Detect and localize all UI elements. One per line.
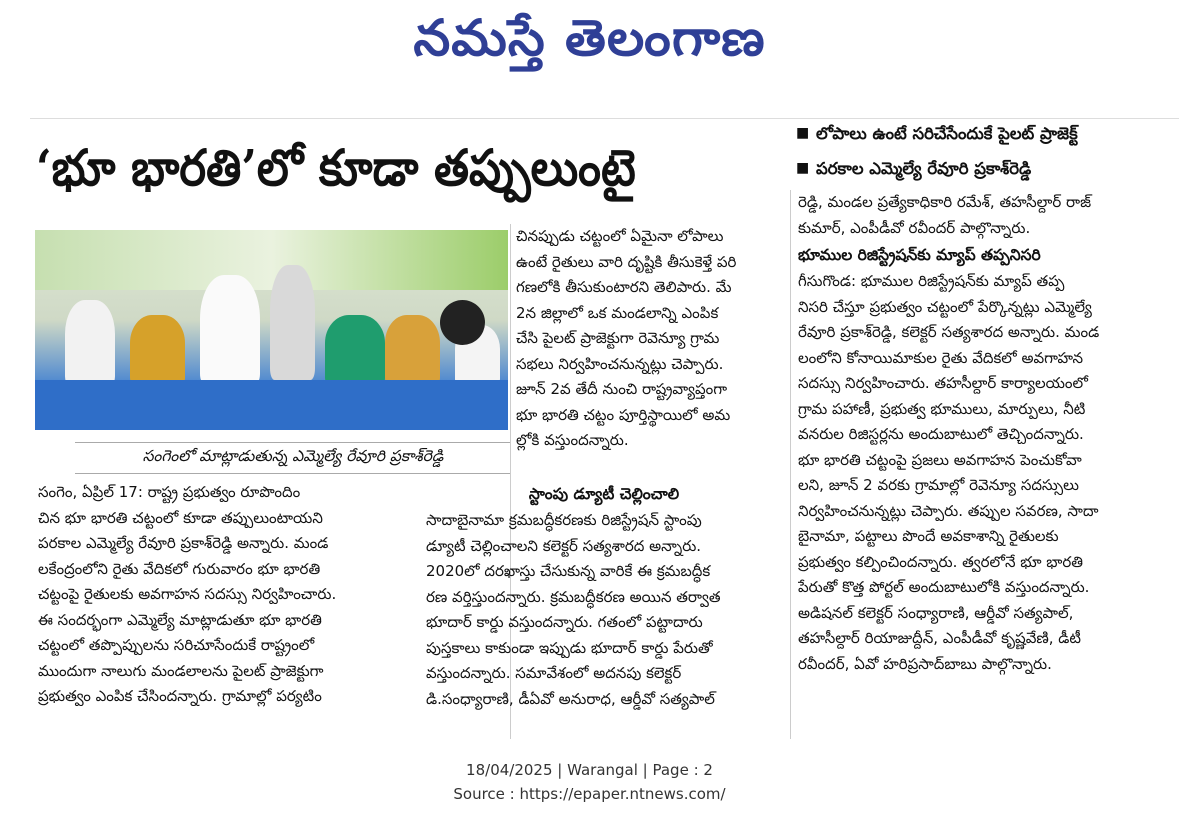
text-line: వస్తుందన్నారు. సమావేశంలో అదనపు కలెక్టర్ [426, 664, 682, 682]
text-line: 2020లో దరఖాస్తు చేసుకున్న వారికే ఈ క్రమబద్ధీక [426, 562, 711, 580]
text-line: ల్లోకి వస్తుందన్నారు. [516, 431, 629, 449]
text-line: జూన్ 2వ తేదీ నుంచి రాష్ట్రవ్యాప్తంగా [516, 380, 728, 398]
text-line: డి.సంధ్యారాణి, డీఏవో అనురాధ, ఆర్డీవో సత్యపాల్ [426, 689, 715, 708]
masthead: నమస్తే తెలంగాణ [413, 8, 766, 67]
text-line: లని, జూన్ 2 వరకు గ్రామాల్లో రెవెన్యూ సదస్సులు [798, 476, 1079, 494]
text-line: గణలోకి తీసుకుంటారని తెలిపారు. మే [516, 278, 732, 296]
text-line: కుమార్, ఎంపీడీవో రవీందర్ పాల్గొన్నారు. [798, 218, 1031, 237]
text-line: డ్యూటీ చెల్లించాలని కలెక్టర్ సత్యశారద అన్నారు. [426, 536, 702, 555]
news-photo [35, 230, 508, 430]
text-line: 2న జిల్లాలో ఒక మండలాన్ని ఎంపిక [516, 303, 719, 322]
text-line: చిన భూ భారతి చట్టంలో కూడా తప్పులుంటాయని [38, 508, 323, 527]
bullet-list [794, 116, 1174, 186]
text-line: తహసీల్దార్ రియాజుద్దీన్, ఎంపీడీవో కృష్ణవేణి, డీటీ [798, 629, 1081, 647]
text-line: సాదాబైనామా క్రమబద్ధీకరణకు రిజిస్ట్రేషన్ స్టాంపు [426, 511, 702, 529]
text-line: ఈ సందర్భంగా ఎమ్మెల్యే మాట్లాడుతూ భూ భారతి [38, 610, 322, 629]
text-line: పరకాల ఎమ్మెల్యే రేవూరి ప్రకాశ్‌రెడ్డి అన్నారు. మండ [38, 534, 329, 552]
text-line: లకేంద్రంలోని రైతు వేదికలో గురువారం భూ భారతి [38, 559, 321, 578]
text-line: లంలోని కోనాయిమాకుల రైతు వేదికలో అవగాహన [798, 348, 1084, 367]
text-line: గ్రామ పహాణీ, ప్రభుత్వ భూములు, మార్పులు, నీటి [798, 399, 1086, 418]
text-line: ప్రభుత్వం కల్పించిందన్నారు. త్వరలోనే భూ భారతి [798, 552, 1083, 571]
photo-caption: సంగెంలో మాట్లాడుతున్న ఎమ్మెల్యే రేవూరి ప్రకాశ్‌రెడ్డి [75, 442, 511, 474]
text-line: అడిషనల్ కలెక్టర్ సంధ్యారాణి, ఆర్డీవో సత్యపాల్, [798, 603, 1074, 622]
news-article [30, 108, 1179, 738]
text-line: ప్రభుత్వం ఎంపిక చేసిందన్నారు. గ్రామాల్లో పర్యటిం [38, 687, 322, 705]
text-line: ముందుగా నాలుగు మండలాలను పైలట్ ప్రాజెక్టుగా [38, 661, 324, 680]
photo-banner [35, 230, 508, 290]
text-line: పుస్తకాలు కాకుండా ఇప్పుడు భూదార్ కార్డు పేరుతో [426, 638, 713, 657]
text-line: చినప్పుడు చట్టంలో ఏమైనా లోపాలు [516, 227, 724, 245]
bullet-item: ■ లోపాలు ఉంటే సరిచేసేందుకే పైలట్ ప్రాజెక్ట్ [794, 116, 1174, 151]
bullet-item: ■ పరకాల ఎమ్మెల్యే రేవూరి ప్రకాశ్‌రెడ్డి [794, 151, 1174, 186]
text-line: రణ వర్తిస్తుందన్నారు. క్రమబద్ధీకరణ అయిన తర్వాత [426, 587, 721, 606]
column-2b [426, 480, 782, 712]
photo-table [35, 380, 508, 430]
footer-source: Source : https://epaper.ntnews.com/ [453, 785, 726, 803]
text-line: గీసుగొండ: భూముల రిజిస్ట్రేషన్‌కు మ్యాప్ తప్ప [798, 272, 1065, 290]
text-line: చట్టంపై రైతులకు అవగాహన సదస్సు నిర్వహించారు. [38, 585, 337, 603]
text-line: భూదార్ కార్డు వస్తుందన్నారు. గతంలో పట్టాదారు [426, 613, 703, 631]
text-line: పేరుతో కొత్త పోర్టల్ అందుబాటులోకి వస్తుందన్నారు. [798, 578, 1090, 596]
text-line: నిర్వహించనున్నట్లు చెప్పారు. తప్పుల సవరణ, సాదా [798, 501, 1099, 520]
column-divider [790, 190, 791, 739]
text-line: సదస్సు నిర్వహించారు. తహసీల్దార్ కార్యాలయంలో [798, 374, 1088, 392]
column-3 [798, 190, 1170, 677]
subheading-stamp-duty: స్టాంపు డ్యూటీ చెల్లించాలి [528, 485, 680, 503]
text-line: ఉంటే రైతులు వారి దృష్టికి తీసుకెళ్తే పరి [516, 252, 737, 271]
subheading-map-mandatory: భూముల రిజిస్ట్రేషన్‌కు మ్యాప్ తప్పనిసరి [798, 246, 1041, 264]
text-line: వనరుల రిజిస్టర్లను అందుబాటులో తెచ్చిందన్నారు. [798, 425, 1084, 443]
text-line: చేసి పైలట్ ప్రాజెక్టుగా రెవెన్యూ గ్రామ [516, 329, 720, 347]
footer-date-edition: 18/04/2025 | Warangal | Page : 2 [466, 761, 713, 779]
text-line: బైనామా, పట్టాలు పొందే అవకాశాన్ని రైతులకు [798, 527, 1059, 545]
text-line: భూ భారతి చట్టం పూర్తిస్థాయిలో అమ [516, 405, 731, 424]
text-line: నిసరి చేస్తూ ప్రభుత్వం చట్టంలో పేర్కొన్నట్లు ఎమ్మెల్యే [798, 297, 1092, 316]
text-line: సభలు నిర్వహించనున్నట్లు చెప్పారు. [516, 354, 724, 373]
text-line: భూ భారతి చట్టంపై ప్రజలు అవగాహన పెంచుకోవా [798, 450, 1082, 469]
footer [0, 758, 1179, 806]
headline: ‘భూ భారతి’లో కూడా తప్పులుంటై [36, 138, 636, 197]
text-line: రెడ్డి, మండల ప్రత్యేకాధికారి రమేశ్, తహసీల్దార్ రాజ్ [798, 193, 1092, 211]
text-line: చట్టంలో తప్పొప్పులను సరిచూసేందుకే రాష్ట్రంలో [38, 636, 315, 654]
globe-icon [440, 300, 485, 345]
text-line: రవీందర్, ఏవో హరిప్రసాద్‌బాబు పాల్గొన్నారు. [798, 654, 1052, 673]
text-line: రేవూరి ప్రకాశ్‌రెడ్డి, కలెక్టర్ సత్యశారద అన్నారు. మండ [798, 323, 1100, 341]
text-line: సంగెం, ఏప్రిల్ 17: రాష్ట్ర ప్రభుత్వం రూపొందిం [38, 483, 301, 501]
column-2 [516, 224, 782, 454]
